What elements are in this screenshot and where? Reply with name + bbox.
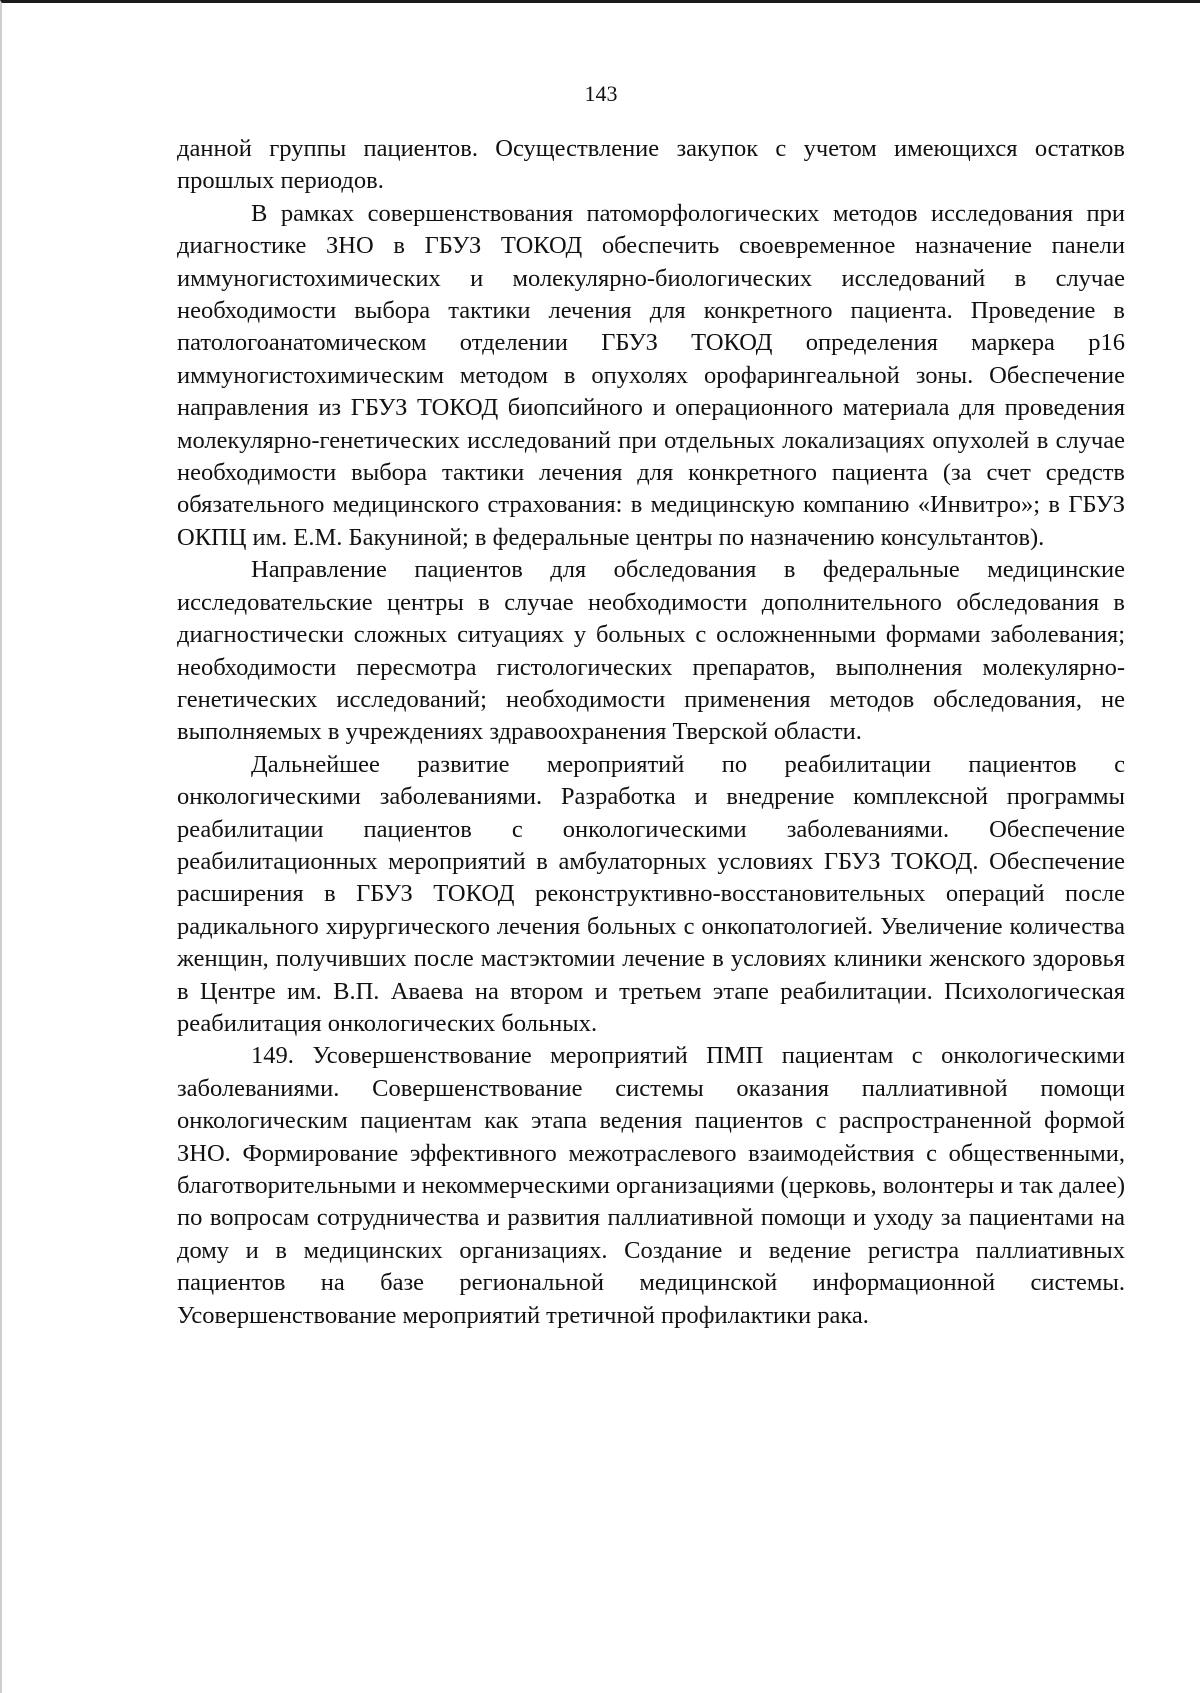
paragraph-pathomorphology: В рамках совершенствования патоморфологических методов исследования при диагностике ЗНО в ГБУЗ ТОКОД обеспечить своевременное назначение панели иммуногистохимических и молекулярно-биологических исследований в случае необходимости выбора тактики лечения для конкретного пациента. Проведение в патологоанатомическом отделении ГБУЗ ТОКОД определения маркера р16 иммуногистохимическим методом в опухолях орофарингеальной зоны. Обеспечение направления из ГБУЗ ТОКОД биопсийного и операционного материала для проведения молекулярно-генетических исследований при отдельных локализациях опухолей в случае необходимости выбора тактики лечения для конкретного пациента (за счет средств обязательного медицинского страхования: в медицинскую компанию «Инвитро»; в ГБУЗ ОКПЦ им. Е.М. Бакуниной; в федеральные центры по назначению консультантов). [177, 199, 1125, 551]
document-body [177, 133, 1125, 1332]
paragraph-procurement-continuation: данной группы пациентов. Осуществление закупок с учетом имеющихся остатков прошлых периодов. [177, 135, 1125, 195]
paragraph-rehabilitation: Дальнейшее развитие мероприятий по реабилитации пациентов с онкологическими заболеваниями. Разработка и внедрение комплексной программы реабилитации пациентов с онкологическими заболеваниями. Обеспечение реабилитационных мероприятий в амбулаторных условиях ГБУЗ ТОКОД. Обеспечение расширения в ГБУЗ ТОКОД реконструктивно-восстановительных операций после радикального хирургического лечения больных с онкопатологией. Увеличение количества женщин, получивших после мастэктомии лечение в условиях клиники женского здоровья в Центре им. В.П. Аваева на втором и третьем этапе реабилитации. Психологическая реабилитация онкологических больных. [177, 750, 1125, 1037]
page-number: 143 [584, 81, 618, 106]
paragraph-item-149-palliative-care: 149. Усовершенствование мероприятий ПМП пациентам с онкологическими заболеваниями. Совершенствование системы оказания паллиативной помощи онкологическим пациентам как этапа ведения пациентов с распространенной формой ЗНО. Формирование эффективного межотраслевого взаимодействия с общественными, благотворительными и некоммерческими организациями (церковь, волонтеры и так далее) по вопросам сотрудничества и развития паллиативной помощи и уходу за пациентами на дому и в медицинских организациях. Создание и ведение регистра паллиативных пациентов на базе региональной медицинской информационной системы. Усовершенствование мероприятий третичной профилактики рака. [177, 1042, 1125, 1329]
paragraph-federal-centers-referral: Направление пациентов для обследования в федеральные медицинские исследовательские центры в случае необходимости дополнительного обследования в диагностически сложных ситуациях у больных с осложненными формами заболевания; необходимости пересмотра гистологических препаратов, выполнения молекулярно-генетических исследований; необходимости применения методов обследования, не выполняемых в учреждениях здравоохранения Тверской области. [177, 556, 1125, 746]
